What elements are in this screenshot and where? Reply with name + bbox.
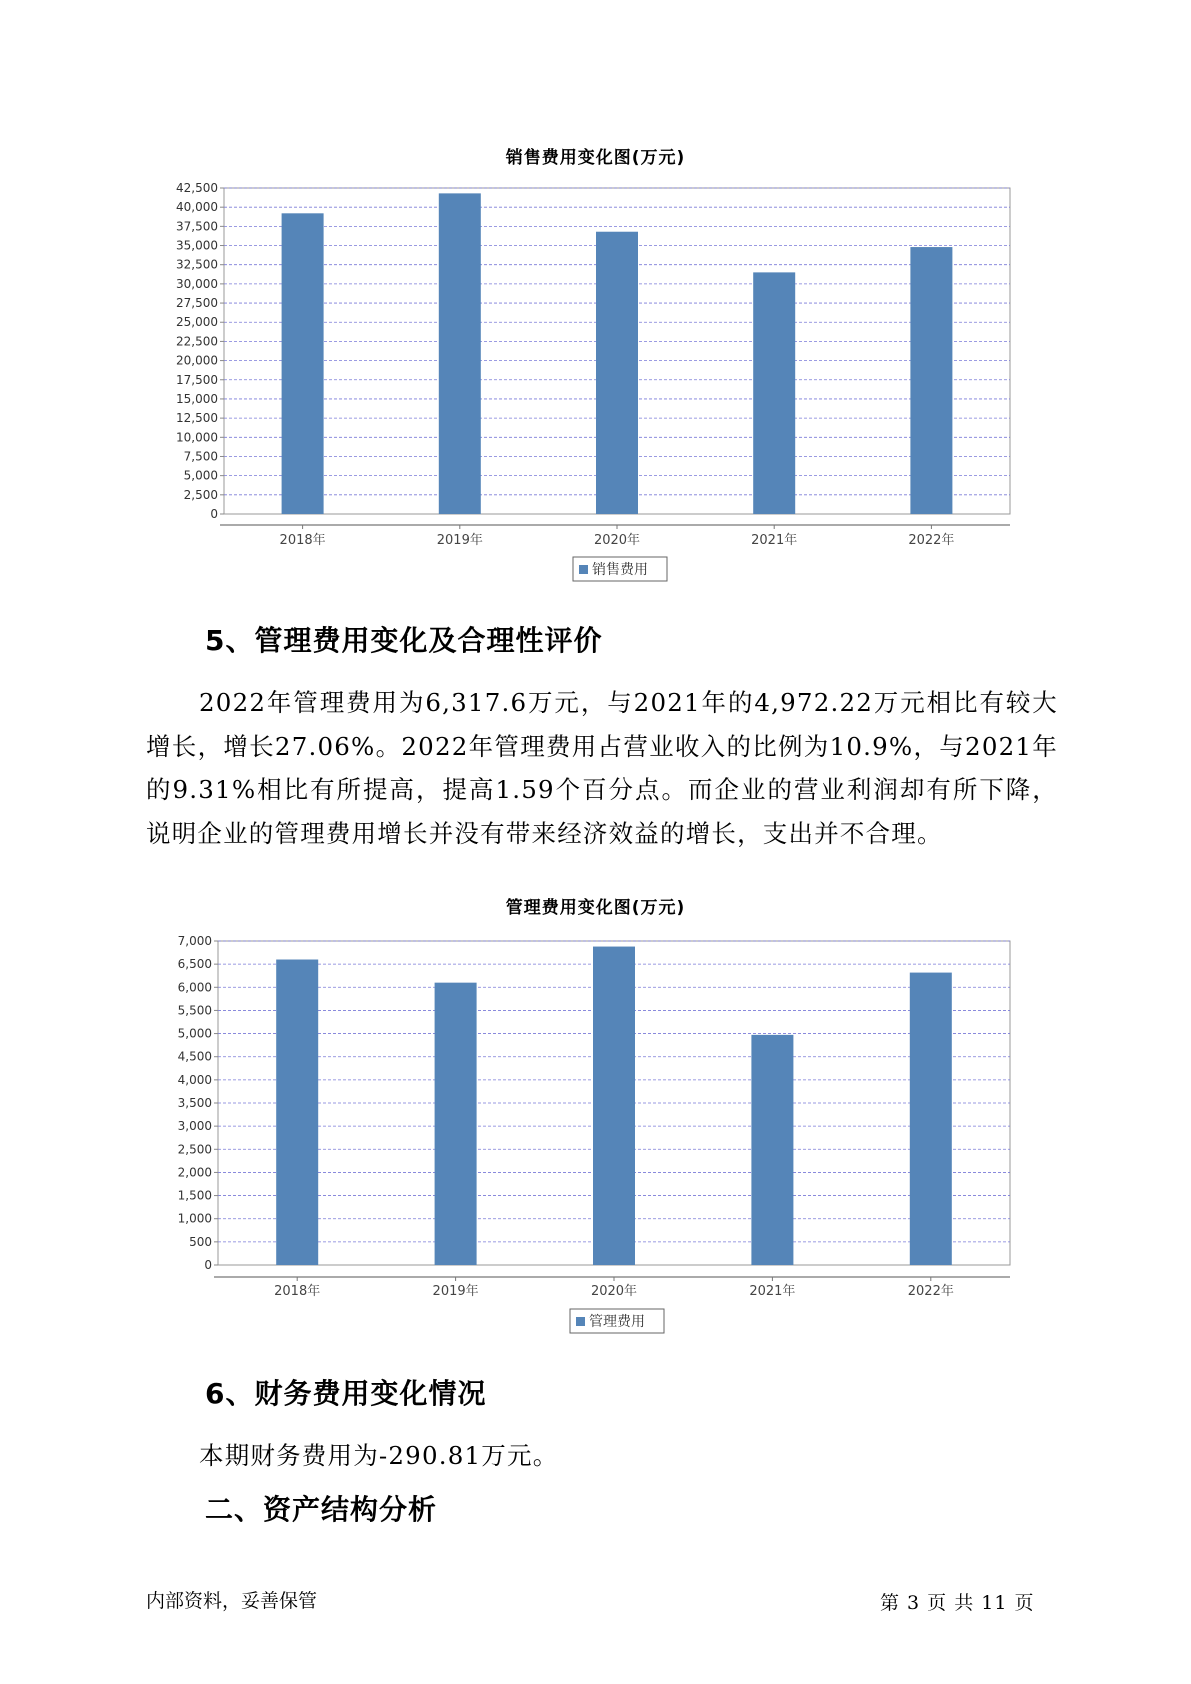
y-tick-label: 37,500 (176, 219, 218, 234)
y-tick-label: 4,500 (177, 1049, 212, 1064)
y-tick-label: 1,000 (177, 1211, 212, 1226)
y-tick-label: 12,500 (176, 411, 218, 426)
bar-2021年 (751, 1035, 793, 1265)
y-tick-label: 5,000 (177, 1026, 212, 1041)
y-tick-label: 40,000 (176, 200, 218, 215)
y-tick-label: 6,500 (177, 957, 212, 972)
y-tick-label: 3,500 (177, 1096, 212, 1110)
y-tick-label: 2,500 (183, 487, 218, 502)
bar-2020年 (593, 947, 635, 1265)
y-tick-label: 35,000 (176, 238, 218, 253)
y-tick-label: 42,500 (176, 181, 218, 195)
y-tick-label: 5,500 (177, 1003, 212, 1018)
y-tick-label: 7,500 (183, 449, 218, 464)
y-tick-label: 10,000 (176, 430, 218, 445)
x-tick-label: 2019年 (432, 1284, 479, 1299)
y-tick-label: 27,500 (176, 296, 218, 311)
section-asset-structure-heading: 二、资产结构分析 (205, 1493, 438, 1526)
y-tick-label: 7,000 (177, 934, 212, 948)
y-tick-label: 15,000 (176, 391, 218, 406)
y-tick-label: 20,000 (176, 353, 218, 368)
y-tick-label: 22,500 (176, 334, 218, 349)
bar-2022年 (910, 973, 952, 1265)
x-tick-label: 2018年 (279, 533, 326, 548)
x-tick-label: 2021年 (751, 533, 798, 548)
y-tick-label: 2,000 (177, 1165, 212, 1180)
legend-swatch (576, 1317, 585, 1326)
legend-label: 管理费用 (589, 1314, 645, 1330)
y-tick-label: 1,500 (177, 1188, 212, 1203)
legend-label: 销售费用 (592, 562, 648, 578)
x-tick-label: 2020年 (590, 1284, 638, 1299)
chart-title: 管理费用变化图(万元) (505, 898, 686, 918)
bar-2018年 (276, 960, 318, 1265)
y-tick-label: 2,500 (177, 1142, 212, 1157)
y-tick-label: 4,000 (177, 1072, 212, 1087)
x-tick-label: 2020年 (593, 533, 641, 548)
x-tick-label: 2019年 (436, 533, 483, 548)
y-tick-label: 17,500 (176, 372, 218, 387)
y-tick-label: 0 (204, 1258, 212, 1272)
x-tick-label: 2022年 (908, 533, 955, 548)
section-6-paragraph: 本期财务费用为-290.81万元。 (199, 1441, 559, 1470)
y-tick-label: 0 (210, 507, 218, 521)
chart-title: 销售费用变化图(万元) (505, 148, 686, 168)
y-tick-label: 30,000 (176, 276, 218, 291)
y-tick-label: 5,000 (183, 468, 218, 483)
x-tick-label: 2022年 (907, 1284, 954, 1299)
section-5-paragraph: 2022年管理费用为6,317.6万元，与2021年的4,972.22万元相比有较大增长，增长27.06%。2022年管理费用占营业收入的比例为10.9%，与2021年的9.31%相比有所提高，提高1.59个百分点。而企业的营业利润却有所下降，说明企业的管理费用增长并没有带来经济效益的增长，支出并不合理。 (146, 688, 1058, 848)
x-tick-label: 2018年 (274, 1284, 321, 1299)
section-5-heading: 5、管理费用变化及合理性评价 (205, 624, 603, 657)
x-tick-label: 2021年 (749, 1284, 796, 1299)
y-tick-label: 6,000 (177, 980, 212, 995)
y-tick-label: 25,000 (176, 315, 218, 330)
y-tick-label: 500 (189, 1234, 212, 1249)
y-tick-label: 3,000 (177, 1119, 212, 1134)
footer-page-number: 第 3 页 共 11 页 (880, 1592, 1035, 1614)
bar-2019年 (435, 983, 477, 1265)
footer-confidential-note: 内部资料，妥善保管 (146, 1590, 318, 1612)
section-6-heading: 6、财务费用变化情况 (205, 1377, 487, 1410)
y-tick-label: 32,500 (176, 257, 218, 272)
